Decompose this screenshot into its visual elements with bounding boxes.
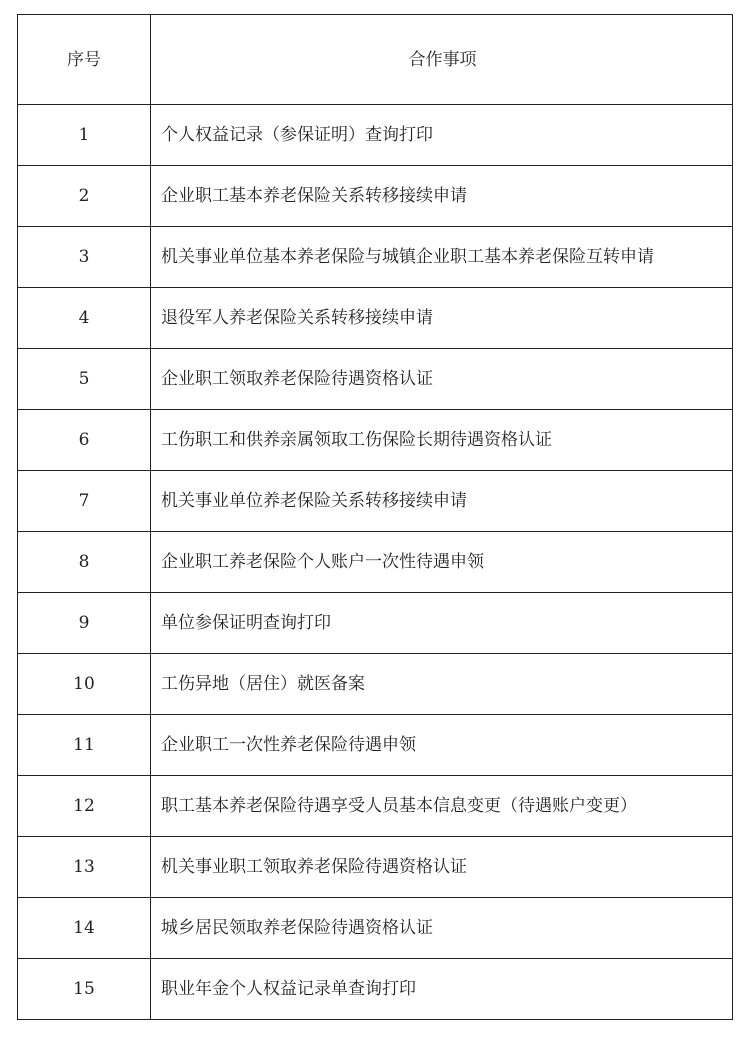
table-row xyxy=(18,227,733,288)
row-number: 5 xyxy=(18,349,151,410)
table-row xyxy=(18,105,733,166)
table-row xyxy=(18,715,733,776)
row-item: 企业职工养老保险个人账户一次性待遇申领 xyxy=(151,532,733,593)
row-number: 1 xyxy=(18,105,151,166)
column-header-item: 合作事项 xyxy=(151,15,733,105)
row-item: 单位参保证明查询打印 xyxy=(151,593,733,654)
table-body xyxy=(18,105,733,1020)
cooperation-items-table xyxy=(17,14,733,1020)
row-item: 城乡居民领取养老保险待遇资格认证 xyxy=(151,898,733,959)
row-item: 个人权益记录（参保证明）查询打印 xyxy=(151,105,733,166)
table-row xyxy=(18,776,733,837)
table-header xyxy=(18,15,733,105)
row-number: 2 xyxy=(18,166,151,227)
row-number: 7 xyxy=(18,471,151,532)
row-number: 4 xyxy=(18,288,151,349)
row-item: 职工基本养老保险待遇享受人员基本信息变更（待遇账户变更） xyxy=(151,776,733,837)
table-row xyxy=(18,166,733,227)
row-item: 工伤职工和供养亲属领取工伤保险长期待遇资格认证 xyxy=(151,410,733,471)
row-item: 工伤异地（居住）就医备案 xyxy=(151,654,733,715)
row-item: 企业职工领取养老保险待遇资格认证 xyxy=(151,349,733,410)
table-header-row xyxy=(18,15,733,105)
row-number: 15 xyxy=(18,959,151,1020)
row-number: 9 xyxy=(18,593,151,654)
row-number: 8 xyxy=(18,532,151,593)
row-number: 6 xyxy=(18,410,151,471)
row-item: 退役军人养老保险关系转移接续申请 xyxy=(151,288,733,349)
table-row xyxy=(18,837,733,898)
row-number: 10 xyxy=(18,654,151,715)
table-row xyxy=(18,532,733,593)
row-item: 机关事业单位养老保险关系转移接续申请 xyxy=(151,471,733,532)
table-row xyxy=(18,593,733,654)
row-number: 12 xyxy=(18,776,151,837)
row-item: 企业职工一次性养老保险待遇申领 xyxy=(151,715,733,776)
table-row xyxy=(18,654,733,715)
row-item: 企业职工基本养老保险关系转移接续申请 xyxy=(151,166,733,227)
table-row xyxy=(18,349,733,410)
table-row xyxy=(18,410,733,471)
row-number: 3 xyxy=(18,227,151,288)
table-row xyxy=(18,959,733,1020)
table-row xyxy=(18,288,733,349)
table-row xyxy=(18,898,733,959)
table-row xyxy=(18,471,733,532)
row-item: 机关事业单位基本养老保险与城镇企业职工基本养老保险互转申请 xyxy=(151,227,733,288)
row-number: 13 xyxy=(18,837,151,898)
row-number: 11 xyxy=(18,715,151,776)
column-header-no: 序号 xyxy=(18,15,151,105)
row-item: 职业年金个人权益记录单查询打印 xyxy=(151,959,733,1020)
row-item: 机关事业职工领取养老保险待遇资格认证 xyxy=(151,837,733,898)
row-number: 14 xyxy=(18,898,151,959)
